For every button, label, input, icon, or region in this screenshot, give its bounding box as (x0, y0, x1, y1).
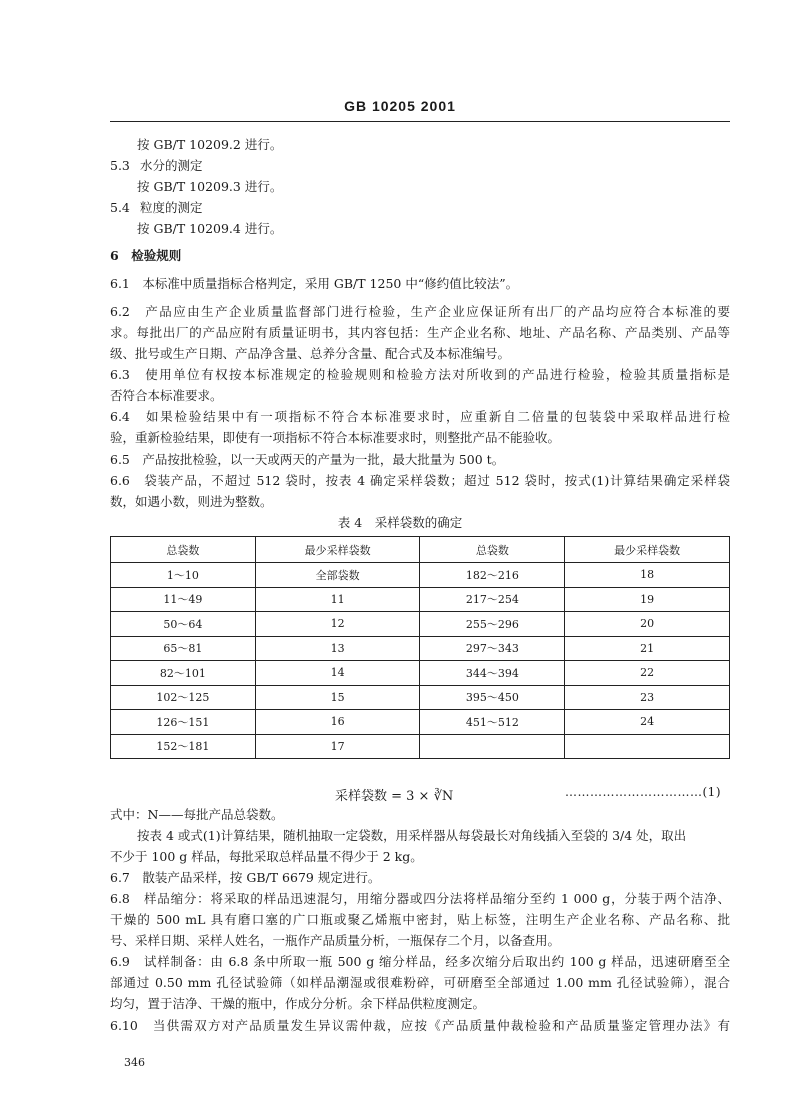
table-cell: 65～81 (111, 636, 256, 661)
table-row (111, 612, 730, 637)
section-heading-6: 6 检验规则 (110, 248, 182, 263)
table-cell: 344～394 (420, 661, 565, 686)
clause-6-4-line2: 验，重新检验结果，即使有一项指标不符合本标准要求时，则整批产品不能验收。 (110, 430, 561, 445)
table-cell: 全部袋数 (255, 563, 420, 588)
table-cell: 12 (255, 612, 420, 637)
table-cell: 182～216 (420, 563, 565, 588)
sampling-table (110, 536, 730, 759)
clause-6-7: 6.7 散装产品采样，按 GB/T 6679 规定进行。 (110, 870, 381, 885)
text-line: 按 GB/T 10209.3 进行。 (137, 179, 283, 194)
table-cell: 22 (565, 661, 730, 686)
clause-6-2-line3: 级、批号或生产日期、产品净含量、总养分含量、配合式及本标准编号。 (110, 346, 511, 361)
clause-number: 5.4 (110, 200, 130, 215)
table-cell: 152～181 (111, 734, 256, 759)
clause-heading-5-3 (110, 157, 203, 175)
table-cell: 23 (565, 685, 730, 710)
running-header: GB 10205 2001 (344, 98, 456, 114)
table-cell: 451～512 (420, 710, 565, 735)
table-cell: 19 (565, 587, 730, 612)
table-cell (420, 734, 565, 759)
table-cell: 18 (565, 563, 730, 588)
text-line: 不少于 100 g 样品，每批采取总样品量不得少于 2 kg。 (110, 849, 423, 864)
table-cell: 17 (255, 734, 420, 759)
column-header: 最少采样袋数 (255, 537, 420, 563)
table-cell: 14 (255, 661, 420, 686)
clause-title: 水分的测定 (140, 158, 203, 173)
clause-heading-5-4 (110, 199, 203, 217)
table-row (111, 587, 730, 612)
clause-6-9-line2: 部通过 0.50 mm 孔径试验筛（如样品潮湿或很难粉碎，可研磨至全部通过 1.00 mm 孔径试验筛），混合 (110, 975, 730, 990)
page-number: 346 (124, 1056, 145, 1069)
clause-6-8-line1: 6.8 样品缩分：将采取的样品迅速混匀，用缩分器或四分法将样品缩分至约 1 000 g，分装于两个洁净、 (110, 891, 730, 906)
table-cell: 1～10 (111, 563, 256, 588)
table-cell: 50～64 (111, 612, 256, 637)
clause-6-8-line3: 号、采样日期、采样人姓名，一瓶作产品质量分析，一瓶保存二个月，以备查用。 (110, 933, 561, 948)
table-cell: 15 (255, 685, 420, 710)
table-cell: 82～101 (111, 661, 256, 686)
table-row (111, 636, 730, 661)
table-cell: 395～450 (420, 685, 565, 710)
table-row (111, 710, 730, 735)
clause-6-5: 6.5 产品按批检验，以一天或两天的产量为一批，最大批量为 500 t。 (110, 452, 505, 467)
table-row (111, 661, 730, 686)
table-row (111, 685, 730, 710)
table-cell: 24 (565, 710, 730, 735)
table-cell: 16 (255, 710, 420, 735)
column-header: 总袋数 (420, 537, 565, 563)
clause-6-10: 6.10 当供需双方对产品质量发生异议需仲裁，应按《产品质量仲裁检验和产品质量鉴定管理办法》有 (110, 1018, 730, 1033)
table-cell: 13 (255, 636, 420, 661)
formula-number: ……………………………(1) (565, 785, 721, 799)
table-caption: 表 4 采样袋数的确定 (337, 515, 463, 530)
clause-6-9-line1: 6.9 试样制备：由 6.8 条中所取一瓶 500 g 缩分样品，经多次缩分后取出约 100 g 样品，迅速研磨至全 (110, 954, 730, 969)
table-cell: 126～151 (111, 710, 256, 735)
formula: 采样袋数 = 3 × ∛N (335, 789, 454, 804)
clause-6-6-line1: 6.6 袋装产品，不超过 512 袋时，按表 4 确定采样袋数；超过 512 袋时，按式(1)计算结果确定采样袋 (110, 473, 730, 488)
table-cell: 102～125 (111, 685, 256, 710)
table-cell: 217～254 (420, 587, 565, 612)
table-cell: 11 (255, 587, 420, 612)
table-cell (565, 734, 730, 759)
clause-number: 5.3 (110, 158, 130, 173)
table-cell: 21 (565, 636, 730, 661)
clause-title: 粒度的测定 (140, 200, 203, 215)
table-header-row (111, 537, 730, 563)
text-line: 按表 4 或式(1)计算结果，随机抽取一定袋数，用采样器从每袋最长对角线插入至袋的 3/4 处，取出 (137, 828, 687, 843)
clause-6-6-line2: 数，如遇小数，则进为整数。 (110, 494, 273, 509)
table-cell: 297～343 (420, 636, 565, 661)
table-row (111, 563, 730, 588)
table-cell: 20 (565, 612, 730, 637)
formula-where: 式中：N——每批产品总袋数。 (110, 807, 284, 822)
clause-6-8-line2: 干燥的 500 mL 具有磨口塞的广口瓶或聚乙烯瓶中密封，贴上标签，注明生产企业名称、产品名称、批 (110, 912, 730, 927)
clause-6-3-line2: 否符合本标准要求。 (110, 388, 223, 403)
table-cell: 11～49 (111, 587, 256, 612)
clause-6-3-line1: 6.3 使用单位有权按本标准规定的检验规则和检验方法对所收到的产品进行检验，检验其质量指标是 (110, 367, 730, 382)
table-cell: 255～296 (420, 612, 565, 637)
clause-6-9-line3: 均匀，置于洁净、干燥的瓶中，作成分分析。余下样品供粒度测定。 (110, 996, 486, 1011)
clause-6-4-line1: 6.4 如果检验结果中有一项指标不符合本标准要求时，应重新自二倍量的包装袋中采取样品进行检 (110, 409, 730, 424)
clause-6-2-line2: 求。每批出厂的产品应附有质量证明书，其内容包括：生产企业名称、地址、产品名称、产品类别、产品等 (110, 325, 730, 340)
clause-6-2-line1: 6.2 产品应由生产企业质量监督部门进行检验，生产企业应保证所有出厂的产品均应符合本标准的要 (110, 304, 730, 319)
table-row (111, 734, 730, 759)
column-header: 总袋数 (111, 537, 256, 563)
text-line: 按 GB/T 10209.2 进行。 (137, 137, 283, 152)
column-header: 最少采样袋数 (565, 537, 730, 563)
clause-6-1: 6.1 本标准中质量指标合格判定，采用 GB/T 1250 中“修约值比较法”。 (110, 276, 519, 291)
text-line: 按 GB/T 10209.4 进行。 (137, 221, 283, 236)
header-rule (110, 121, 730, 122)
